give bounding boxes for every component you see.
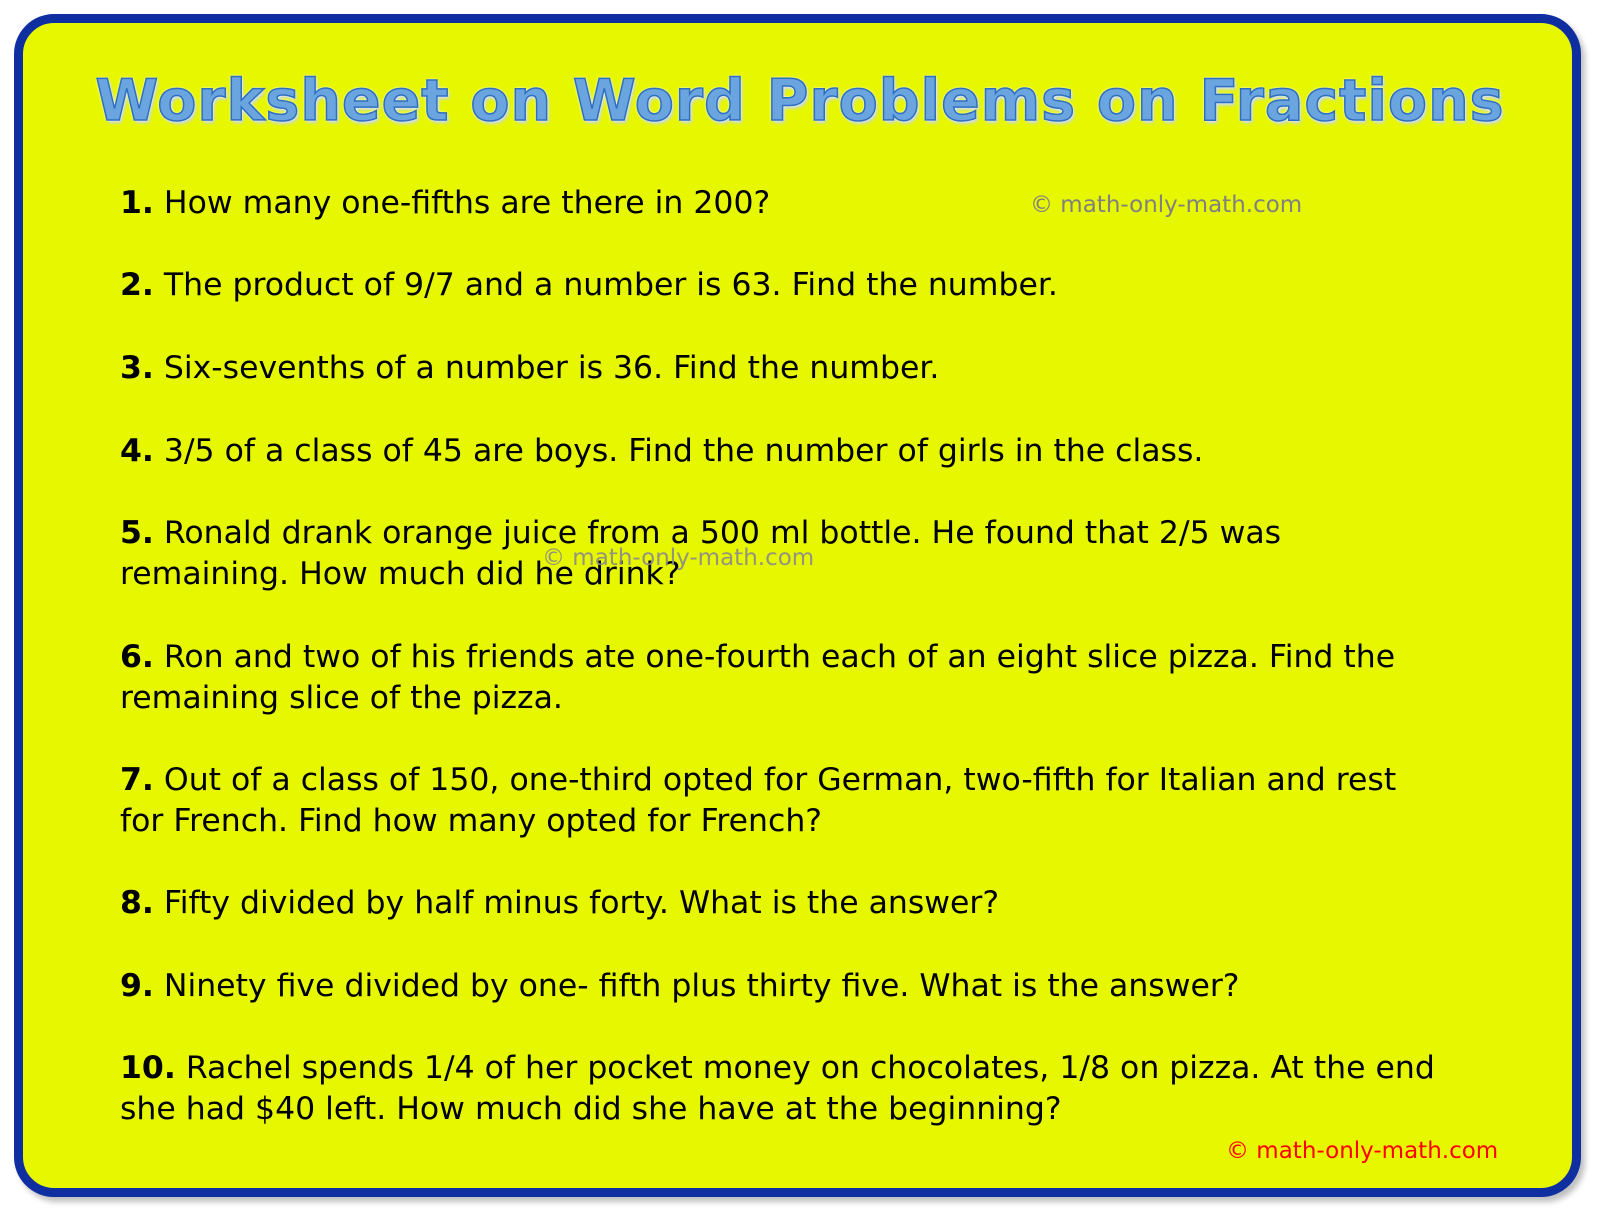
question-text: Fifty divided by half minus forty. What is the answer? xyxy=(163,885,1000,921)
watermark-middle: © math-only-math.com xyxy=(542,545,815,571)
question-number: 7. xyxy=(120,762,154,798)
question-number: 3. xyxy=(120,350,154,386)
question-text: Out of a class of 150, one-third opted for German, two-fifth for Italian and rest for French. Find how many opted for French? xyxy=(120,762,1397,839)
question-text: Ron and two of his friends ate one-fourth each of an eight slice pizza. Find the remaining slice of the pizza. xyxy=(120,639,1396,716)
question-number: 2. xyxy=(120,267,154,303)
question-number: 9. xyxy=(120,968,154,1004)
question-item xyxy=(120,431,1440,472)
question-number: 6. xyxy=(120,639,154,675)
question-item xyxy=(120,966,1440,1007)
question-number: 8. xyxy=(120,885,154,921)
watermark-top: © math-only-math.com xyxy=(1030,192,1303,218)
question-number: 1. xyxy=(120,185,154,221)
question-number: 4. xyxy=(120,433,154,469)
question-text: 3/5 of a class of 45 are boys. Find the number of girls in the class. xyxy=(163,433,1204,469)
watermark-footer: © math-only-math.com xyxy=(1226,1138,1499,1164)
question-text: Ronald drank orange juice from a 500 ml bottle. He found that 2/5 was remaining. How much did he drink? xyxy=(120,515,1282,592)
question-number: 10. xyxy=(120,1050,176,1086)
question-item xyxy=(120,883,1440,924)
question-text: Six-sevenths of a number is 36. Find the number. xyxy=(163,350,940,386)
question-item xyxy=(120,265,1440,306)
question-item xyxy=(120,637,1440,719)
worksheet-title: Worksheet on Word Problems on Fractions xyxy=(95,68,1505,134)
question-text: Rachel spends 1/4 of her pocket money on chocolates, 1/8 on pizza. At the end she had $40 left. How much did she have at the beginning? xyxy=(120,1050,1435,1127)
question-text: Ninety five divided by one- fifth plus thirty five. What is the answer? xyxy=(163,968,1240,1004)
question-text: How many one-fifths are there in 200? xyxy=(163,185,771,221)
question-item xyxy=(120,348,1440,389)
question-number: 5. xyxy=(120,515,154,551)
question-text: The product of 9/7 and a number is 63. Find the number. xyxy=(163,267,1058,303)
question-item xyxy=(120,760,1440,842)
question-item xyxy=(120,1048,1440,1130)
